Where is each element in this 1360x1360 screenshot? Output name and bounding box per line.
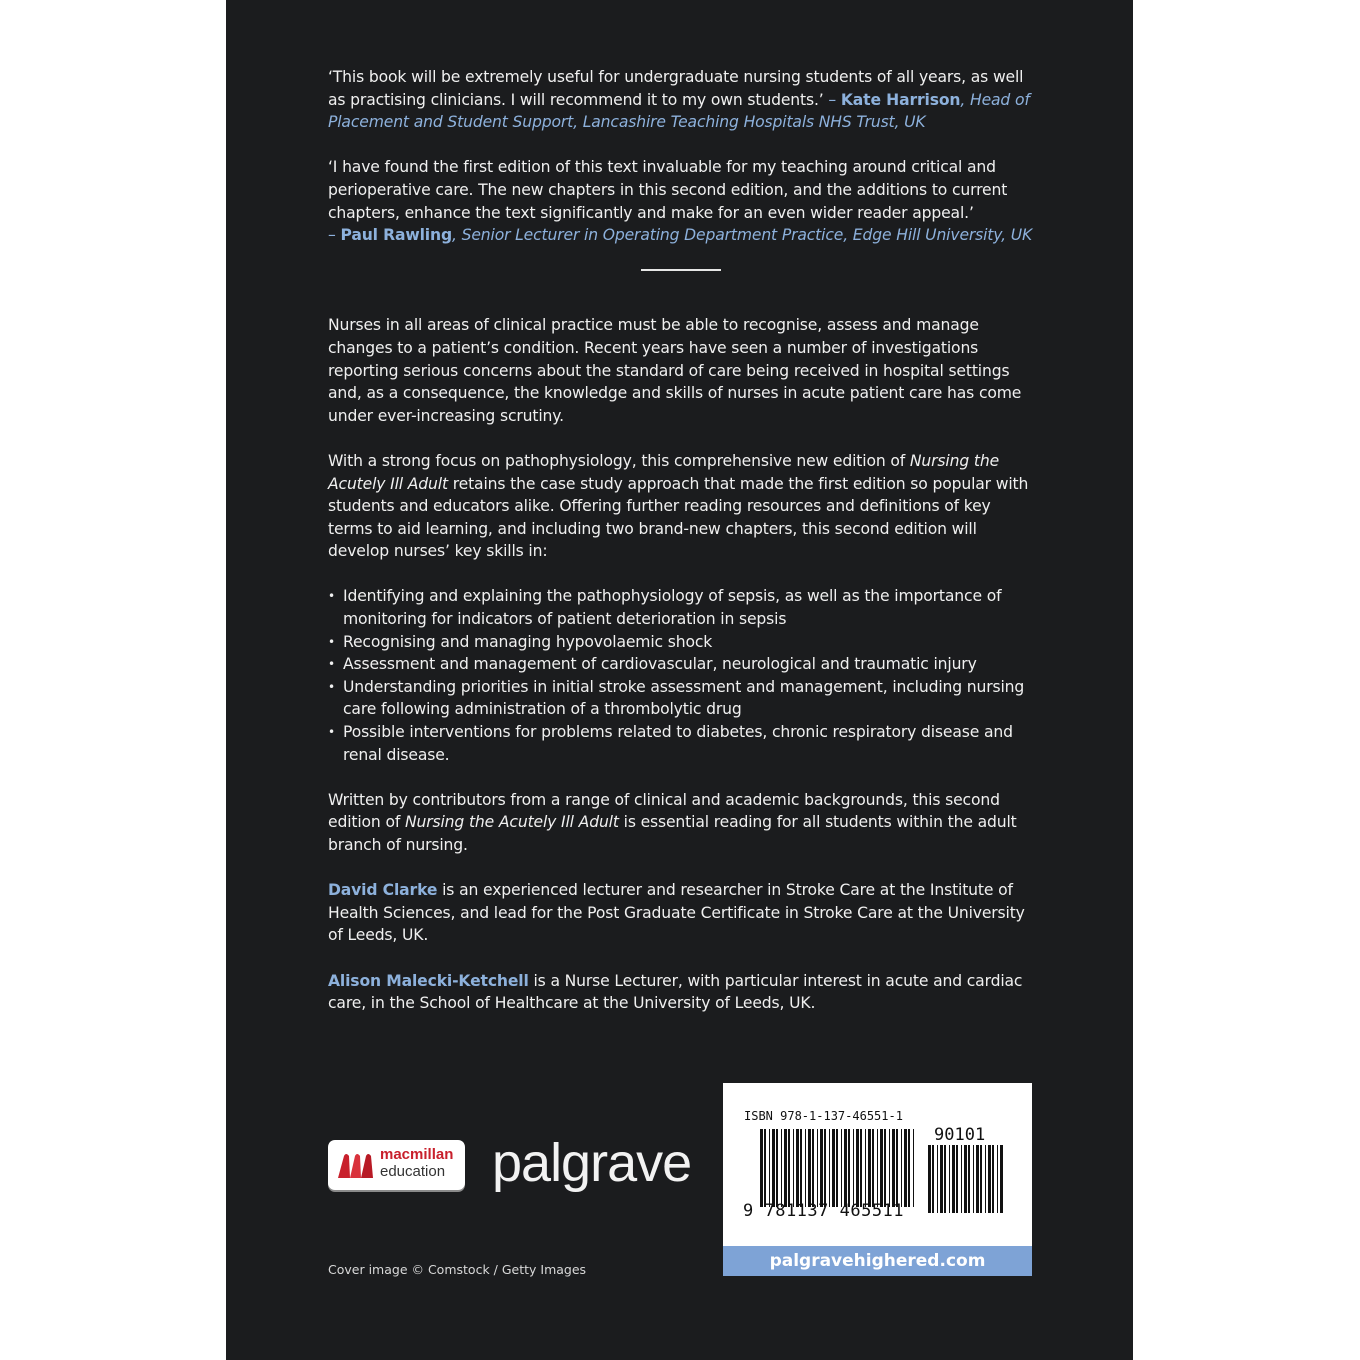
quote-2-role: , Senior Lecturer in Operating Department Practice, Edge Hill University, UK bbox=[451, 226, 1033, 245]
para-2-end: retains the case study approach that made the first edition so popular with students and educators alike. Offering further reading resources and definitions of key terms to aid learning, and including two brand-new chapters, this second edition will develop nurses’ key skills in: bbox=[328, 474, 1029, 561]
description-para-1: Nurses in all areas of clinical practice must be able to recognise, assess and manage changes to a patient’s condition. Recent years have seen a number of investigations reporting serious concerns about the standard of care being received in hospital settings and, as a consequence, the knowledge and skills of nurses in acute patient care has come under ever-increasing scrutiny. bbox=[328, 316, 1022, 425]
list-item: • Recognising and managing hypovolaemic shock bbox=[328, 631, 1033, 654]
list-item: • Assessment and management of cardiovascular, neurological and traumatic injury bbox=[328, 653, 1033, 676]
barcode-addon: 90101 bbox=[934, 1125, 986, 1145]
macmillan-wordmark: macmillan bbox=[380, 1146, 454, 1163]
book-title-2: Nursing the Acutely Ill Adult bbox=[405, 813, 619, 832]
author-2-bio: is a Nurse Lecturer, with particular interest in acute and cardiac care, in the School of Healthcare at the University of Leeds, UK. bbox=[328, 971, 1023, 1013]
quote-2-author: Paul Rawling bbox=[340, 226, 452, 245]
para-2-start: With a strong focus on pathophysiology, this comprehensive new edition of bbox=[328, 451, 910, 470]
palgrave-logo: palgrave bbox=[492, 1133, 692, 1193]
author-2-name: Alison Malecki-Ketchell bbox=[328, 971, 529, 990]
cover-image-credit: Cover image © Comstock / Getty Images bbox=[328, 1262, 587, 1277]
website-url[interactable]: palgravehighered.com bbox=[723, 1246, 1032, 1276]
section-divider bbox=[641, 269, 721, 271]
author-1-name: David Clarke bbox=[328, 881, 438, 900]
quote-2-text: ‘I have found the first edition of this text invaluable for my teaching around critical and perioperative care. The new chapters in this second edition, and the additions to current chapters, enhance the text significantly and make for an even wider reader appeal.’ bbox=[328, 158, 1008, 222]
barcode-panel bbox=[723, 1083, 1032, 1276]
quote-1-role: , Head of Placement and Student Support, Lancashire Teaching Hospitals NHS Trust, UK bbox=[328, 90, 1030, 132]
isbn-text: ISBN 978-1-137-46551-1 bbox=[744, 1109, 903, 1123]
author-1-bio: is an experienced lecturer and researcher in Stroke Care at the Institute of Health Sciences, and lead for the Post Graduate Certificate in Stroke Care at the University of Leeds, UK. bbox=[328, 881, 1025, 945]
list-item: • Identifying and explaining the pathophysiology of sepsis, as well as the importance of monitoring for indicators of patient deterioration in sepsis bbox=[328, 585, 1033, 630]
quote-2 bbox=[328, 156, 1033, 246]
author-bio-2 bbox=[328, 970, 1033, 1015]
quote-1-text: ‘This book will be extremely useful for undergraduate nursing students of all years, as well as practising clinicians. I will recommend it to my own students.’ bbox=[328, 68, 1024, 109]
para-3-end: is essential reading for all students within the adult branch of nursing. bbox=[328, 813, 1017, 854]
list-item: • Possible interventions for problems related to diabetes, chronic respiratory disease and renal disease. bbox=[328, 721, 1033, 766]
education-wordmark: education bbox=[380, 1163, 446, 1180]
macmillan-m-icon bbox=[336, 1150, 376, 1180]
back-cover bbox=[226, 0, 1133, 1360]
quote-1 bbox=[328, 66, 1033, 134]
quote-2-dash: – bbox=[328, 226, 341, 245]
cover-text bbox=[328, 66, 1033, 1037]
barcode-digits: 9 781137 465511 bbox=[743, 1201, 905, 1221]
para-3-start: Written by contributors from a range of clinical and academic backgrounds, this second edition of bbox=[328, 790, 1000, 832]
description-para-3 bbox=[328, 789, 1033, 857]
macmillan-education-logo bbox=[328, 1140, 465, 1190]
book-title: Nursing the Acutely Ill Adult bbox=[328, 451, 1000, 493]
description-para-2 bbox=[328, 450, 1033, 563]
quote-1-dash: – bbox=[823, 90, 841, 109]
list-item: • Understanding priorities in initial stroke assessment and management, including nursing care following administration of a thrombolytic drug bbox=[328, 676, 1033, 721]
skills-list bbox=[328, 585, 1033, 766]
quote-1-author: Kate Harrison bbox=[840, 90, 961, 109]
author-bio-1 bbox=[328, 879, 1033, 947]
